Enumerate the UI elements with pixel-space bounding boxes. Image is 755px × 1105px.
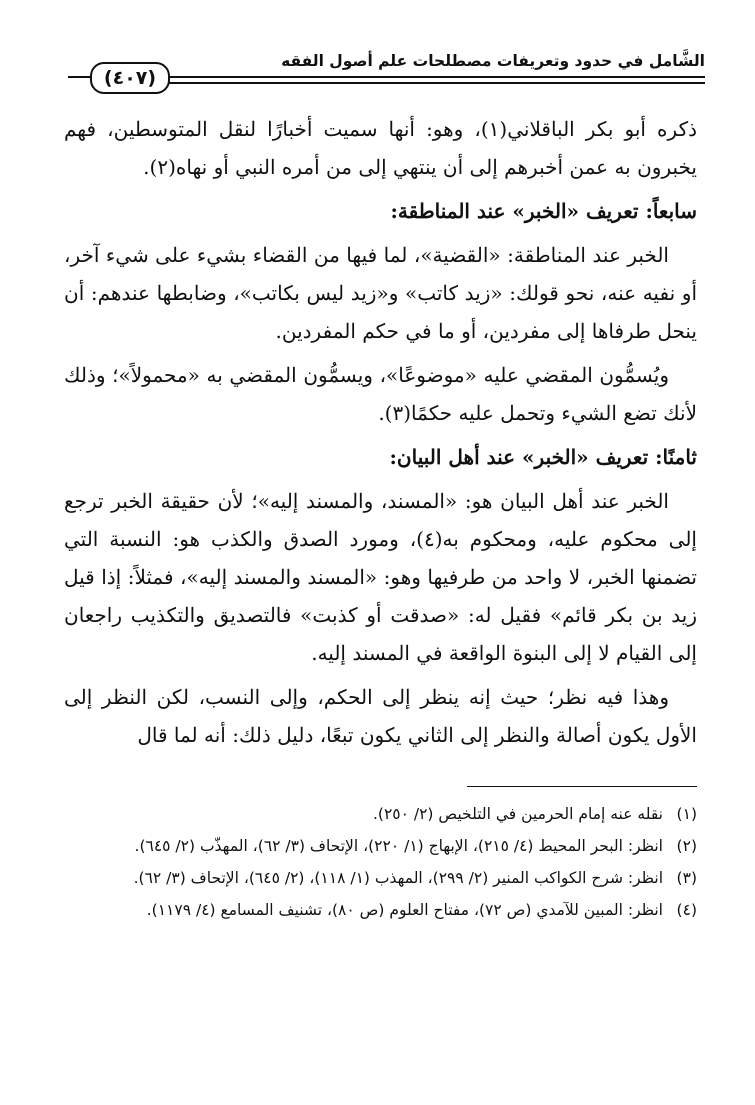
paragraph-5: وهذا فيه نظر؛ حيث إنه ينظر إلى الحكم، وإلى النسب، لكن النظر إلى الأول يكون أصالة والنظر إلى الثاني يكون تبعًا، دليل ذلك: أنه لما قال bbox=[64, 685, 697, 747]
footnote bbox=[64, 896, 697, 924]
footnotes bbox=[64, 800, 697, 928]
footnote bbox=[64, 832, 697, 860]
page-header bbox=[70, 46, 705, 92]
paragraph-4: الخبر عند أهل البيان هو: «المسند، والمسند إليه»؛ لأن حقيقة الخبر ترجع إلى محكوم عليه، ومحكوم به(٤)، ومورد الصدق والكذب هو: النسبة التي تضمنها الخبر، لا واحد من طرفيها وهو: «المسند والمسند إليه»، فمثلاً: إذا قيل زيد بن بكر قائم» فقيل له: «صدقت أو كذبت» فالتصديق والتكذيب راجعان إلى القيام لا إلى البنوة الواقعة في المسند إليه. bbox=[64, 489, 697, 665]
footnote-text: انظر: شرح الكواكب المنير (٢/ ٢٩٩)، المهذب (١/ ١١٨)، (٢/ ٦٤٥)، الإتحاف (٣/ ٦٢). bbox=[133, 869, 663, 887]
footnote bbox=[64, 800, 697, 828]
header-rule-top bbox=[149, 76, 705, 78]
section-heading-8: ثامنًا: تعريف «الخبر» عند أهل البيان: bbox=[389, 445, 697, 469]
page-number: (٤٠٧) bbox=[90, 62, 170, 94]
footnote-text: نقله عنه إمام الحرمين في التلخيص (٢/ ٢٥٠). bbox=[372, 805, 663, 823]
paragraph-2: الخبر عند المناطقة: «القضية»، لما فيها من القضاء بشيء على شيء آخر، أو نفيه عنه، نحو قولك: «زيد كاتب» و«زيد ليس بكاتب»، وضابطها عندهم: أن ينحل طرفاها إلى مفردين، أو ما في حكم المفردين. bbox=[64, 243, 697, 343]
footnote-number: (٢) bbox=[676, 837, 697, 855]
footnote bbox=[64, 864, 697, 892]
footnote-number: (١) bbox=[676, 805, 697, 823]
footnote-text: انظر: المبين للآمدي (ص ٧٢)، مفتاح العلوم (ص ٨٠)، تشنيف المسامع (٤/ ١١٧٩). bbox=[146, 901, 663, 919]
footnote-text: انظر: البحر المحيط (٤/ ٢١٥)، الإبهاج (١/ ٢٢٠)، الإتحاف (٣/ ٦٢)، المهذّب (٢/ ٦٤٥). bbox=[134, 837, 663, 855]
section-heading-7: سابعاً: تعريف «الخبر» عند المناطقة: bbox=[390, 199, 697, 223]
footnote-separator bbox=[467, 786, 697, 787]
paragraph-1: ذكره أبو بكر الباقلاني(١)، وهو: أنها سميت أخبارًا لنقل المتوسطين، فهم يخبرون به عمن أخبرهم إلى أن ينتهي إلى من أمره النبي أو نهاه(٢). bbox=[64, 117, 697, 179]
paragraph-3: ويُسمُّون المقضي عليه «موضوعًا»، ويسمُّون المقضي به «محمولاً»؛ وذلك لأنك تضع الشيء وتحمل عليه حكمًا(٣). bbox=[64, 363, 697, 425]
footnote-number: (٤) bbox=[676, 901, 697, 919]
main-text bbox=[64, 110, 697, 760]
header-rule-bottom bbox=[149, 82, 705, 84]
running-title: الشَّامل في حدود وتعريفات مصطلحات علم أصول الفقه bbox=[281, 52, 705, 70]
footnote-number: (٣) bbox=[676, 869, 697, 887]
